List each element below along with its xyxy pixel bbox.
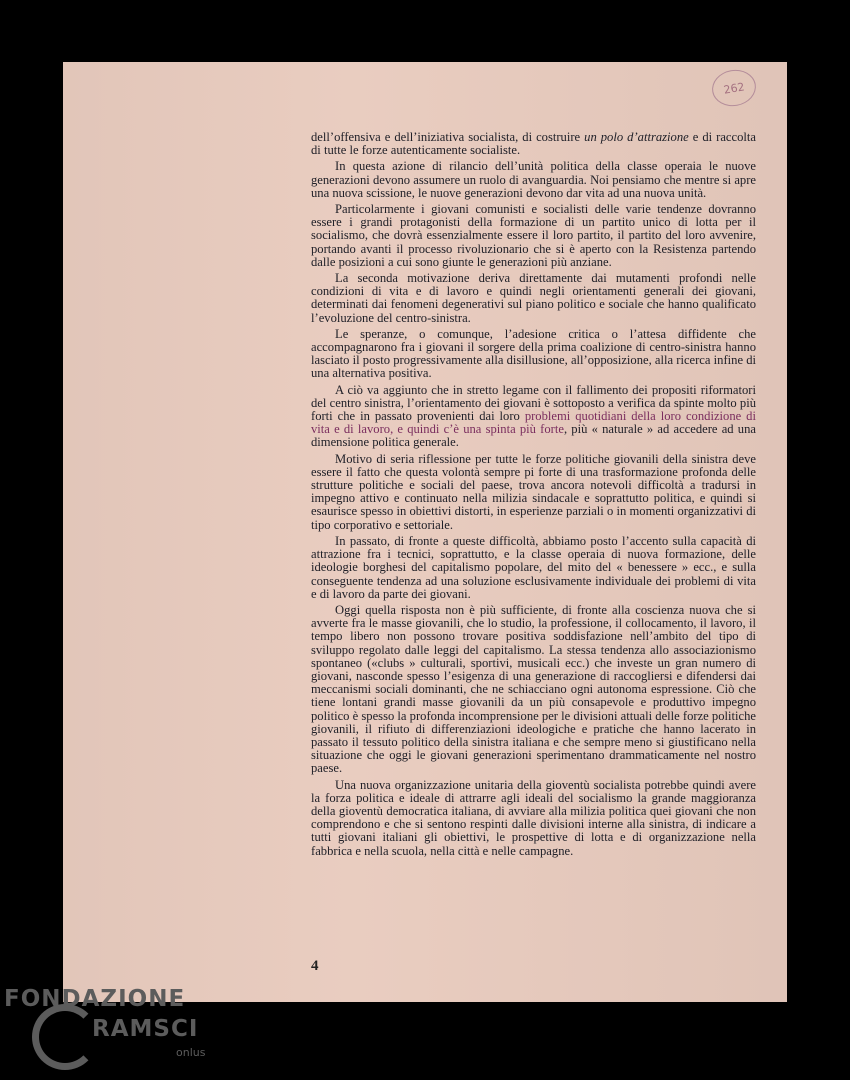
paragraph bbox=[311, 535, 756, 601]
text-run: In passato, di fronte a queste difficoltà, abbiamo posto l’accento sulla capacità di attrazione fra i tecnici, soprattutto, e la classe operaia di nuova formazione, delle ideologie borghesi del capitalismo popolare, del mito del « benessere » ecc., e sulla conseguente tendenza ad una soluzione esclusivamente individuale dei problemi di vita e di lavoro da parte dei giovani. bbox=[311, 533, 756, 601]
paragraph bbox=[311, 453, 756, 532]
logo-line-2: RAMSCI bbox=[92, 1016, 199, 1042]
text-run: La seconda motivazione deriva direttamente dai mutamenti profondi nelle condizioni di vita e di lavoro e quindi negli orientamenti generali dei giovani, determinati dai fenomeni degenerativi sul piano politico e sociale che hanno qualificato l’evoluzione del centro-sinistra. bbox=[311, 271, 756, 325]
page-number: 4 bbox=[311, 958, 319, 974]
logo-suffix: onlus bbox=[176, 1046, 206, 1059]
paragraph bbox=[311, 328, 756, 381]
text-run: Particolarmente i giovani comunisti e socialisti delle varie tendenze dovranno essere i grandi protagonisti della formazione di un partito unico di lotta per il socialismo, che dovrà essenzialmente essere il loro partito, il partito del loro avvenire, portando avanti il processo rivoluzionario che si è aperto con la Resistenza partendo dalle posizioni a cui sono giunte le generazioni più anziane. bbox=[311, 202, 756, 269]
archive-stamp: 262 bbox=[709, 66, 759, 109]
text-run: Le speranze, o comunque, l’adesione critica o l’attesa diffidente che accompagnarono fra i giovani il sorgere della prima coalizione di centro-sinistra hanno lasciato il posto progressivamente alla disillusione, all’opposizione, alla ricerca infine di una alternativa positiva. bbox=[311, 326, 756, 381]
body-text bbox=[311, 131, 756, 861]
paragraph bbox=[311, 604, 756, 776]
paragraph bbox=[311, 131, 756, 157]
text-run: In questa azione di rilancio dell’unità politica della classe operaia le nuove generazioni devono assumere un ruolo di avanguardia. Noi pensiamo che mentre si apre una nuova scissione, le nuove generazioni devono dar vita ad una nuova unità. bbox=[311, 159, 756, 200]
paragraph bbox=[311, 160, 756, 200]
fondazione-gramsci-logo bbox=[4, 986, 214, 1076]
paragraph bbox=[311, 203, 756, 269]
highlighted-text: problemi quotidiani della loro condizione di vita e di lavoro, e quindi c’è una spinta più forte bbox=[311, 409, 756, 437]
paragraph bbox=[311, 272, 756, 325]
logo-line-1: FONDAZIONE bbox=[4, 986, 186, 1012]
text-run: Una nuova organizzazione unitaria della gioventù socialista potrebbe quindi avere la forza politica e ideale di attrarre agli ideali del socialismo la grande maggioranza della gioventù democratica italiana, di avviare alla milizia politica quei giovani che non comprendono e che si sentono respinti dalle divisioni interne alla sinistra, di indicare a tutti giovani italiani gli obiettivi, le prospettive di lotta e di organizzazione nella fabbrica e nella scuola, nella città e nelle campagne. bbox=[311, 777, 756, 858]
paragraph bbox=[311, 779, 756, 858]
italic-text: un polo d’attrazione bbox=[584, 130, 689, 144]
paragraph bbox=[311, 384, 756, 450]
document-page bbox=[63, 62, 787, 1002]
text-run: Oggi quella risposta non è più sufficiente, di fronte alla coscienza nuova che si avverte fra le masse giovanili, che lo studio, la professione, il collocamento, il lavoro, il tempo libero non possono trovare positiva soddisfazione nell’ambito del tipo di sviluppo regolato dalle leggi del capitalismo. La stessa tendenza allo associazionismo spontaneo («clubs » culturali, sportivi, musicali ecc.) che investe un gran numero di giovani, nasconde spesso l’esigenza di una generazione di raccogliersi e difendersi dai meccanismi sociali dominanti, che ne schiacciano ogni autonoma espressione. Ciò che tiene lontani grandi masse giovanili da un più consapevole e produttivo impegno politico è spesso la profonda incomprensione per le divisioni attuali delle forze politiche giovanili, il rifiuto di differenziazioni ideologiche e pratiche che hanno lacerato in passato il tessuto politico della sinistra italiana e che sempre meno si giustificano nella situazione che oggi le giovani generazioni sperimentano drammaticamente nel nostro paese. bbox=[311, 602, 756, 776]
text-run: , più « naturale » ad accedere ad una dimensione politica generale. bbox=[311, 422, 756, 450]
logo-g-icon bbox=[32, 1004, 98, 1070]
text-run: A ciò va aggiunto che in stretto legame con il fallimento dei propositi riformatori del centro sinistra, l’orientamento dei giovani è sottoposto a verifica da spinte molto più forti che in passato provenienti dai loro bbox=[311, 382, 756, 424]
text-run: e di raccolta di tutte le forze autenticamente socialiste. bbox=[311, 130, 756, 158]
text-run: dell’offensiva e dell’iniziativa socialista, di costruire bbox=[311, 130, 585, 144]
text-run: Motivo di seria riflessione per tutte le forze politiche giovanili della sinistra deve essere il fatto che questa volontà sempre pi forte di una trasformazione profonda delle strutture politiche e sociali del paese, trova ancora notevoli difficoltà a tradursi in impegno attivo e continuato nella milizia sindacale e soprattutto politica, e quindi si esaurisce spesso in obiettivi distorti, in esperienze parziali o in momenti organizzativi di tipo corporativo e settoriale. bbox=[311, 451, 756, 532]
